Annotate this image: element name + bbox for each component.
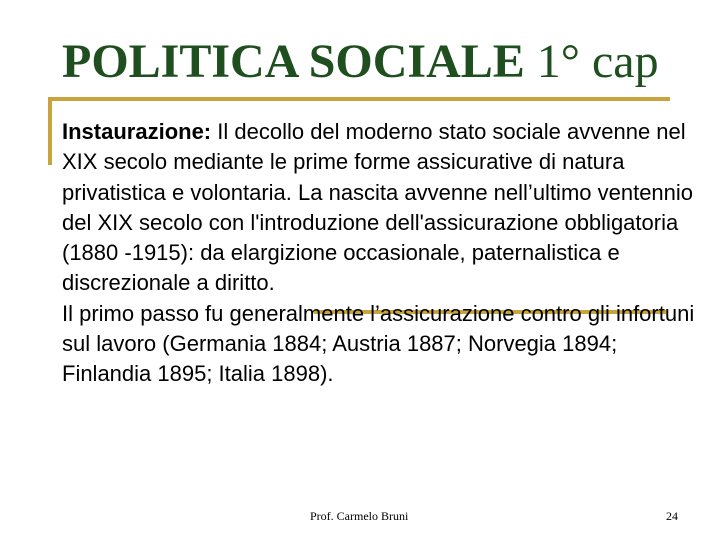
paragraph-lead: Instaurazione: [62,119,212,144]
slide-title [62,32,659,92]
footer-author: Prof. Carmelo Bruni [310,509,409,523]
paragraph-primo-passo: Il primo passo fu generalmente l’assicurazione contro gli infortuni sul lavoro (Germania 1884; Austria 1887; Norvegia 1894; Finlandia 1895; Italia 1898). [62,300,695,387]
slide-title-chapter: 1° cap [524,35,659,88]
accent-bar-left [48,97,52,165]
slide-title-main: POLITICA SOCIALE [62,35,525,88]
paragraph-instaurazione [62,117,702,299]
accent-bar-top [48,97,670,101]
paragraph-text: Il decollo del moderno stato sociale avvenne nel XIX secolo mediante le prime forme assicurative di natura privatistica e volontaria. La nascita avvenne nell’ultimo ventennio del XIX secolo con l'introduzione dell'assicurazione obbligatoria (1880 -1915): da elargizione occasionale, paternalistica e discrezionale a diritto. [62,119,694,296]
slide-body [62,117,702,390]
page-number: 24 [666,509,678,523]
